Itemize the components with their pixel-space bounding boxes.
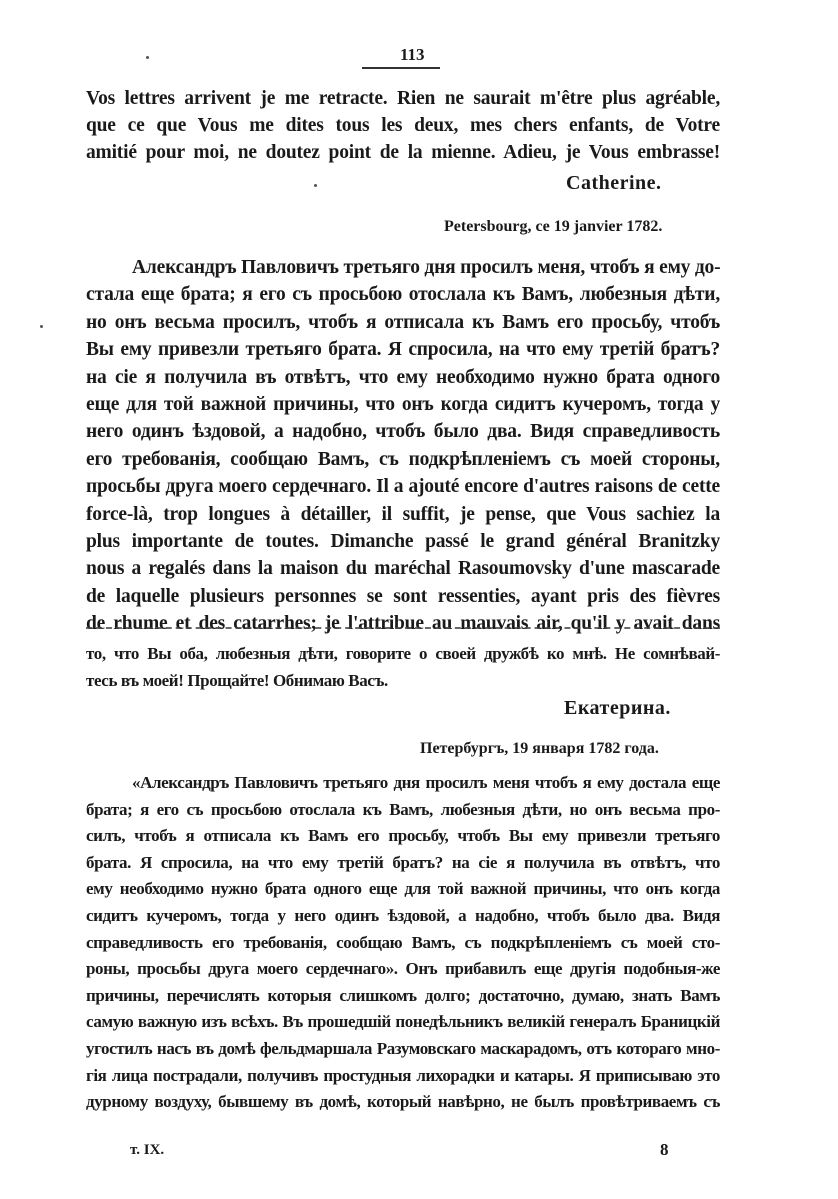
scan-speck — [146, 56, 149, 59]
scan-speck — [314, 184, 317, 187]
text-line: стала еще брата; я его съ просьбою отослала къ Вамъ, любезныя дѣти, — [86, 284, 720, 306]
text-line: de rhume et des catarrhes; je l'attribue au mauvais air, qu'il y avait dans — [86, 613, 720, 635]
text-line: que ce que Vous me dites tous les deux, mes chers enfants, de Votre — [86, 115, 720, 136]
text-line: Vos lettres arrivent je me retracte. Rien ne saurait m'être plus agréable, — [86, 88, 720, 109]
french-date: Petersbourg, ce 19 janvier 1782. — [444, 218, 663, 235]
text-line: Вы ему привезли третьяго брата. Я спросила, на что ему третій братъ? — [86, 339, 720, 361]
text-line: тесь въ моей! Прощайте! Обнимаю Васъ. — [86, 671, 388, 690]
text-line: гія лица пострадали, получивъ простудныя лихорадки и катары. Я приписываю это — [86, 1065, 720, 1085]
text-line: то, что Вы оба, любезныя дѣти, говорите о своей дружбѣ ко мнѣ. Не сомнѣвай- — [86, 644, 720, 663]
text-line: сидитъ кучеромъ, тогда у него одинъ ѣздовой, а надобно, чтобъ было два. Видя — [86, 906, 720, 925]
text-line: «Александръ Павловичъ третьяго дня просилъ меня чтобъ я ему достала еще — [132, 773, 720, 792]
text-line: amitié pour moi, ne doutez point de la mienne. Adieu, je Vous embrasse! — [86, 142, 720, 163]
text-line: его требованія, сообщаю Вамъ, съ подкрѣпленіемъ съ моей стороны, — [86, 448, 720, 470]
russian-date: Петербургъ, 19 января 1782 года. — [420, 740, 659, 757]
text-line: ему необходимо нужно брата одного еще для той важной причины, что онъ когда — [86, 879, 720, 899]
text-line: роны, просьбы друга моего сердечнаго». Онъ прибавилъ еще другія подобныя-же — [86, 959, 720, 979]
scan-speck — [40, 325, 43, 328]
text-line: Александръ Павловичъ третьяго дня просилъ меня, чтобъ я ему до- — [132, 257, 721, 278]
russian-signature: Екатерина. — [564, 697, 671, 719]
page-number: 113 — [400, 45, 425, 64]
text-line: брата; я его съ просьбою отослала къ Вамъ, любезныя дѣти, но онъ весьма про- — [86, 799, 720, 819]
text-line: но онъ весьма просилъ, чтобъ я отписала къ Вамъ его просьбу, чтобъ — [86, 311, 720, 333]
footer-signature-mark: 8 — [660, 1140, 669, 1159]
text-line: force-là, trop longues à détailler, il suffit, je pense, que Vous sachiez la — [86, 503, 720, 525]
text-line: еще для той важной причины, что онъ когда сидитъ кучеромъ, тогда у — [86, 394, 720, 415]
text-line: дурному воздуху, бывшему въ домѣ, который навѣрно, не былъ провѣтриваемъ съ — [86, 1092, 720, 1112]
text-line: него одинъ ѣздовой, а надобно, чтобъ было два. Видя справедливость — [86, 421, 720, 443]
text-line: силъ, чтобъ я отписала къ Вамъ его просьбу, чтобъ Вы ему привезли третьяго — [86, 826, 720, 846]
text-line: причины, перечислять которыя слишкомъ долго; достаточно, думаю, знать Вамъ — [86, 985, 720, 1005]
text-line: на сіе я получила въ отвѣтъ, что ему необходимо нужно брата одного — [86, 366, 720, 388]
french-signature: Catherine. — [566, 172, 662, 194]
footer-volume: т. IX. — [130, 1142, 165, 1158]
text-line: самую важную изъ всѣхъ. Въ прошедшій понедѣльникъ великій генералъ Браницкій — [86, 1012, 720, 1032]
text-line: угостилъ насъ въ домѣ фельдмаршала Разумовскаго маскарадомъ, отъ котораго мно- — [86, 1039, 720, 1058]
text-line: nous a regalés dans la maison du maréchal Rasoumovsky d'une mascarade — [86, 558, 720, 580]
text-line: plus importante de toutes. Dimanche passé le grand général Branitzky — [86, 531, 720, 552]
header-rule — [362, 67, 440, 69]
page-separator — [86, 627, 720, 629]
text-line: de laquelle plusieurs personnes se sont ressenties, ayant pris des fièvres — [86, 585, 720, 607]
text-line: просьбы друга моего сердечнаго. Il a ajouté encore d'autres raisons de cette — [86, 476, 720, 498]
text-line: брата. Я спросила, на что ему третій братъ? на сіе я получила въ отвѣтъ, что — [86, 852, 720, 872]
text-line: справедливость его требованія, сообщаю Вамъ, съ подкрѣпленіемъ съ моей сто- — [86, 932, 720, 952]
